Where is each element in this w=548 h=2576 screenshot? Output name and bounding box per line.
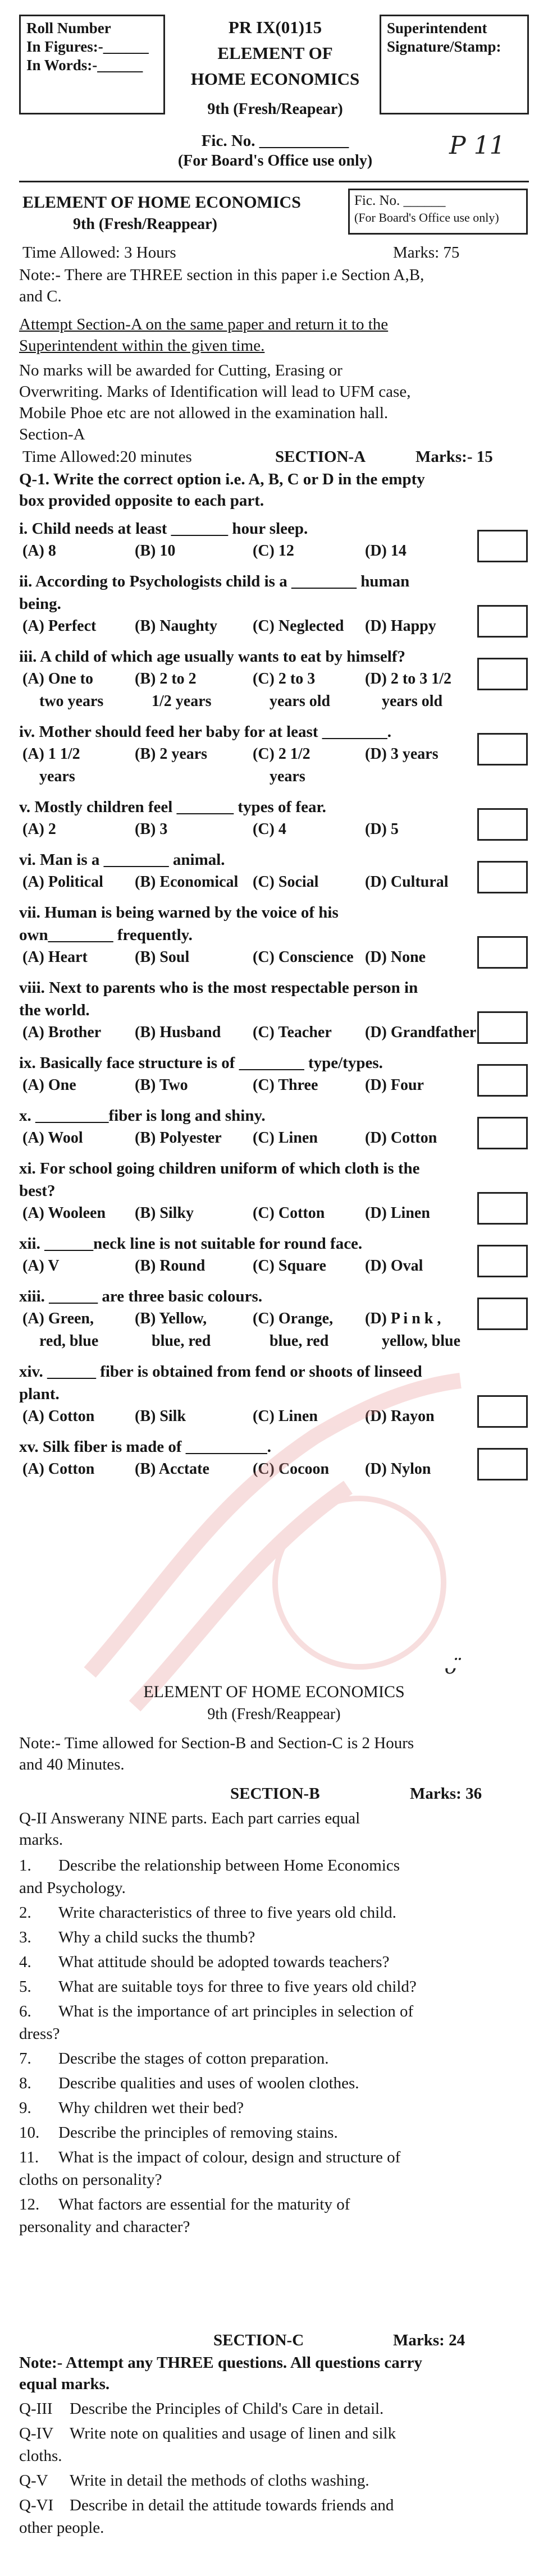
mcq-option: (B) 2 years <box>135 745 208 763</box>
section-c-note: Note:- Attempt any THREE questions. All questions carry <box>19 2354 423 2372</box>
mcq-option-cont: blue, red <box>152 1332 211 1350</box>
question-text: What is the importance of art principles in selection of <box>58 2002 414 2020</box>
mcq-question-cont: best? <box>19 1182 56 1200</box>
mcq-option: (B) 2 to 2 <box>135 670 197 687</box>
q1-instruction-cont: box provided opposite to each part. <box>19 492 264 510</box>
question-number: 3. <box>19 1928 31 1946</box>
mcq-option-cont: years old <box>382 693 443 710</box>
question-text: Write in detail the methods of cloths washing. <box>70 2472 369 2490</box>
answer-box[interactable] <box>477 605 528 638</box>
mcq-option: (B) Silk <box>135 1408 186 1425</box>
section-b-title: SECTION-B <box>230 1785 320 1803</box>
question-text: What are suitable toys for three to five years old child? <box>58 1978 417 1996</box>
mcq-option: (D) Four <box>365 1076 424 1094</box>
header-divider <box>19 181 529 182</box>
roll-number-label: Roll Number <box>26 20 111 36</box>
mcq-option: (C) Teacher <box>253 1024 332 1041</box>
attempt-instruction-cont: Superintendent within the given time. <box>19 337 265 355</box>
mcq-option: (A) Brother <box>22 1024 102 1041</box>
question-text-cont: dress? <box>19 2025 60 2043</box>
section-a-marks: Marks:- 15 <box>415 448 493 466</box>
mcq-option: (C) 2 1/2 <box>253 745 310 763</box>
question-text-cont: and Psychology. <box>19 1879 126 1897</box>
mcq-option: (A) Heart <box>22 948 88 966</box>
question-text: Describe the relationship between Home Economics <box>58 1857 400 1874</box>
mcq-question: xi. For school going children uniform of which cloth is the <box>19 1159 420 1177</box>
section-b-question <box>19 1903 529 1923</box>
section-b-question <box>19 1977 529 1997</box>
answer-box[interactable] <box>477 658 528 690</box>
section-b-instruction-cont: marks. <box>19 1831 63 1849</box>
mcq-option: (B) Naughty <box>135 617 218 635</box>
signature-stamp-label: Signature/Stamp: <box>387 38 501 55</box>
fic-no-box <box>348 189 528 235</box>
roll-number-box <box>19 15 165 114</box>
mcq-option-cont: red, blue <box>39 1332 99 1350</box>
mcq-option: (A) Political <box>22 873 103 891</box>
section-c-question <box>19 2495 529 2515</box>
section-b-question <box>19 1855 529 1876</box>
question-text: Describe the Principles of Child's Care in detail. <box>70 2400 384 2418</box>
section-b-question <box>19 1927 529 1947</box>
mcq-option: (A) 2 <box>22 821 56 838</box>
mcq-question: xiv. ______ fiber is obtained from fend or shoots of linseed <box>19 1363 422 1381</box>
mcq-option-cont: 1/2 years <box>152 693 212 710</box>
mcq-option: (D) Cultural <box>365 873 449 891</box>
mcq-question: i. Child needs at least _______ hour sleep. <box>19 520 308 538</box>
question-text: What attitude should be adopted towards teachers? <box>58 1953 390 1971</box>
question-number: 12. <box>19 2195 40 2213</box>
mcq-option: (D) Grandfather <box>365 1024 477 1041</box>
answer-box[interactable] <box>477 530 528 562</box>
mcq-question-cont: being. <box>19 595 61 613</box>
question-number: 11. <box>19 2148 39 2166</box>
mcq-question: x. _________fiber is long and shiny. <box>19 1107 266 1125</box>
mcq-question: vi. Man is a ________ animal. <box>19 851 225 869</box>
mcq-question: vii. Human is being warned by the voice of his <box>19 904 339 922</box>
question-text: Describe in detail the attitude towards friends and <box>70 2496 394 2514</box>
header-board-use: (For Board's Office use only) <box>177 152 373 169</box>
paper-grade: 9th (Fresh/Reappear) <box>73 216 217 233</box>
question-number: Q-VI <box>19 2496 54 2514</box>
rule-line2: Overwriting. Marks of Identification will lead to UFM case, <box>19 383 411 401</box>
mcq-option: (A) Green, <box>22 1310 94 1327</box>
mcq-option: (C) Orange, <box>253 1310 334 1327</box>
mcq-question: viii. Next to parents who is the most respectable person in <box>19 979 418 997</box>
mcq-option: (A) 1 1/2 <box>22 745 80 763</box>
section-b-marks: Marks: 36 <box>410 1785 482 1803</box>
rule-line3: Mobile Phoe etc are not allowed in the examination hall. <box>19 404 389 422</box>
section-b-question <box>19 1952 529 1972</box>
mcq-option: (D) Happy <box>365 617 436 635</box>
question-number: 2. <box>19 1904 31 1922</box>
question-text: What factors are essential for the maturity of <box>58 2195 350 2213</box>
question-text: Describe the principles of removing stains. <box>58 2124 338 2142</box>
answer-box[interactable] <box>477 936 528 969</box>
mcq-option: (B) Acctate <box>135 1460 209 1478</box>
answer-box[interactable] <box>477 1064 528 1097</box>
section-a-title: SECTION-A <box>275 448 366 466</box>
question-text-cont: cloths on personality? <box>19 2171 162 2189</box>
question-text: Why a child sucks the thumb? <box>58 1928 255 1946</box>
mcq-option-cont: yellow, blue <box>382 1332 461 1350</box>
mcq-option: (C) Conscience <box>253 948 354 966</box>
note-sections-cont: and C. <box>19 287 62 305</box>
mcq-question: xii. ______neck line is not suitable for round face. <box>19 1235 363 1253</box>
superintendent-box <box>380 15 529 114</box>
question-text: Write note on qualities and usage of linen and silk <box>70 2424 396 2442</box>
mcq-option: (D) Nylon <box>365 1460 431 1478</box>
superintendent-label: Superintendent <box>387 20 487 36</box>
answer-box[interactable] <box>477 1117 528 1149</box>
mcq-option: (B) Polyester <box>135 1129 222 1147</box>
mcq-option-cont: blue, red <box>270 1332 329 1350</box>
mcq-question: iii. A child of which age usually wants to eat by himself? <box>19 648 406 666</box>
mcq-option: (C) Linen <box>253 1408 318 1425</box>
mcq-option: (A) One to <box>22 670 93 687</box>
handwritten-mark: ᴗ ̈ <box>444 1656 463 1679</box>
question-number: 10. <box>19 2124 40 2142</box>
fic-board-use-label: (For Board's Office use only) <box>354 210 499 224</box>
question-text: Write characteristics of three to five years old child. <box>58 1904 396 1922</box>
question-number: 1. <box>19 1857 31 1874</box>
total-marks: Marks: 75 <box>393 244 460 262</box>
mcq-option: (A) 8 <box>22 542 56 560</box>
question-text: What is the impact of colour, design and structure of <box>58 2148 401 2166</box>
mcq-option: (B) Round <box>135 1257 206 1275</box>
section-a-label: Section-A <box>19 425 85 443</box>
section-b-question <box>19 2147 529 2167</box>
section-b-question <box>19 2098 529 2118</box>
mcq-option: (C) Square <box>253 1257 326 1275</box>
mcq-option: (C) Three <box>253 1076 318 1094</box>
header-fic-no: Fic. No. ___________ <box>201 132 349 150</box>
answer-box[interactable] <box>477 1192 528 1225</box>
mcq-question: ix. Basically face structure is of ________ type/types. <box>19 1054 383 1072</box>
mcq-option: (D) None <box>365 948 426 966</box>
answer-box[interactable] <box>477 1011 528 1044</box>
section-c-title: SECTION-C <box>213 2331 304 2349</box>
mcq-option: (C) Cotton <box>253 1204 325 1222</box>
mcq-option: (A) Cotton <box>22 1460 95 1478</box>
section-b-subject: ELEMENT OF HOME ECONOMICS <box>143 1683 405 1701</box>
question-number: 5. <box>19 1978 31 1996</box>
question-text: Describe qualities and uses of woolen clothes. <box>58 2074 359 2092</box>
header-title-line1: ELEMENT OF <box>217 43 333 63</box>
mcq-option: (A) One <box>22 1076 76 1094</box>
answer-box[interactable] <box>477 1395 528 1428</box>
mcq-option: (D) Oval <box>365 1257 423 1275</box>
question-number: Q-V <box>19 2472 48 2490</box>
answer-box[interactable] <box>477 1448 528 1480</box>
fic-no-label: Fic. No. ______ <box>354 193 446 208</box>
section-b-grade: 9th (Fresh/Reappear) <box>207 1706 341 1723</box>
mcq-option: (B) Two <box>135 1076 188 1094</box>
mcq-option-cont: years <box>39 768 75 785</box>
section-a-time: Time Allowed:20 minutes <box>22 448 192 466</box>
question-number: Q-III <box>19 2400 53 2418</box>
time-allowed: Time Allowed: 3 Hours <box>22 244 176 262</box>
mcq-option: (B) Yellow, <box>135 1310 207 1327</box>
mcq-option: (D) P i n k , <box>365 1310 441 1327</box>
question-number: 9. <box>19 2099 31 2117</box>
question-number: 4. <box>19 1953 31 1971</box>
section-b-note: Note:- Time allowed for Section-B and Section-C is 2 Hours <box>19 1734 414 1752</box>
answer-box[interactable] <box>477 808 528 841</box>
section-c-question <box>19 2399 529 2419</box>
mcq-option: (B) Economical <box>135 873 239 891</box>
section-b-instruction: Q-II Answerany NINE parts. Each part carries equal <box>19 1809 360 1827</box>
mcq-option: (C) Linen <box>253 1129 318 1147</box>
section-c-marks: Marks: 24 <box>393 2331 465 2349</box>
mcq-question: ii. According to Psychologists child is a ________ human <box>19 572 410 590</box>
mcq-option: (D) Linen <box>365 1204 430 1222</box>
section-b-question <box>19 2001 529 2022</box>
mcq-option: (A) Wooleen <box>22 1204 106 1222</box>
mcq-question: v. Mostly children feel _______ types of fear. <box>19 798 326 816</box>
mcq-option: (D) 3 years <box>365 745 439 763</box>
roll-figures-field[interactable]: In Figures:-______ <box>26 38 149 55</box>
mcq-option: (C) Neglected <box>253 617 344 635</box>
mcq-option: (A) Wool <box>22 1129 83 1147</box>
question-number: Q-IV <box>19 2424 54 2442</box>
paper-code: PR IX(01)15 <box>228 17 322 37</box>
rule-line1: No marks will be awarded for Cutting, Erasing or <box>19 361 342 379</box>
section-c-question <box>19 2423 529 2444</box>
mcq-option: (D) 5 <box>365 821 399 838</box>
mcq-option: (C) 12 <box>253 542 294 560</box>
answer-box[interactable] <box>477 733 528 766</box>
section-b-question <box>19 2073 529 2093</box>
q1-instruction: Q-1. Write the correct option i.e. A, B, C or D in the empty <box>19 470 425 488</box>
mcq-option: (C) 4 <box>253 821 286 838</box>
mcq-option: (C) Cocoon <box>253 1460 330 1478</box>
attempt-instruction: Attempt Section-A on the same paper and return it to the <box>19 315 389 333</box>
header-title-line2: HOME ECONOMICS <box>190 69 360 89</box>
mcq-option: (A) V <box>22 1257 60 1275</box>
mcq-question-cont: the world. <box>19 1001 90 1019</box>
mcq-option: (D) 2 to 3 1/2 <box>365 670 451 687</box>
section-b-question <box>19 2048 529 2069</box>
mcq-option-cont: two years <box>39 693 104 710</box>
handwritten-signature: P 11 <box>449 131 505 160</box>
question-number: 6. <box>19 2002 31 2020</box>
mcq-option: (A) Cotton <box>22 1408 95 1425</box>
answer-box[interactable] <box>477 1298 528 1330</box>
mcq-option: (D) 14 <box>365 542 407 560</box>
answer-box[interactable] <box>477 861 528 893</box>
roll-words-field[interactable]: In Words:-______ <box>26 57 143 74</box>
section-b-question <box>19 2194 529 2215</box>
mcq-option: (B) Soul <box>135 948 190 966</box>
mcq-option-cont: years <box>270 768 305 785</box>
note-sections: Note:- There are THREE section in this paper i.e Section A,B, <box>19 266 424 284</box>
question-text-cont: cloths. <box>19 2447 62 2465</box>
mcq-question-cont: own________ frequently. <box>19 926 193 944</box>
mcq-option: (B) 3 <box>135 821 168 838</box>
section-b-question <box>19 2123 529 2143</box>
mcq-option: (D) Cotton <box>365 1129 437 1147</box>
question-text-cont: personality and character? <box>19 2218 190 2236</box>
paper-subject: ELEMENT OF HOME ECONOMICS <box>22 193 301 212</box>
mcq-option: (D) Rayon <box>365 1408 435 1425</box>
mcq-option: (C) 2 to 3 <box>253 670 316 687</box>
header-grade: 9th (Fresh/Reapear) <box>207 100 343 118</box>
mcq-question-cont: plant. <box>19 1385 60 1403</box>
mcq-option: (B) 10 <box>135 542 176 560</box>
question-number: 8. <box>19 2074 31 2092</box>
question-text: Why children wet their bed? <box>58 2099 244 2117</box>
mcq-question: iv. Mother should feed her baby for at least ________. <box>19 723 391 741</box>
mcq-option: (A) Perfect <box>22 617 97 635</box>
section-b-note-cont: and 40 Minutes. <box>19 1755 125 1773</box>
question-text-cont: other people. <box>19 2519 104 2537</box>
mcq-option: (B) Husband <box>135 1024 221 1041</box>
question-number: 7. <box>19 2050 31 2068</box>
mcq-question: xv. Silk fiber is made of __________. <box>19 1438 271 1456</box>
question-text: Describe the stages of cotton preparation. <box>58 2050 329 2068</box>
answer-box[interactable] <box>477 1245 528 1277</box>
section-c-note-cont: equal marks. <box>19 2375 110 2393</box>
section-c-question <box>19 2470 529 2491</box>
mcq-option: (B) Silky <box>135 1204 194 1222</box>
mcq-option: (C) Social <box>253 873 319 891</box>
mcq-option-cont: years old <box>270 693 331 710</box>
mcq-question: xiii. ______ are three basic colours. <box>19 1287 263 1305</box>
